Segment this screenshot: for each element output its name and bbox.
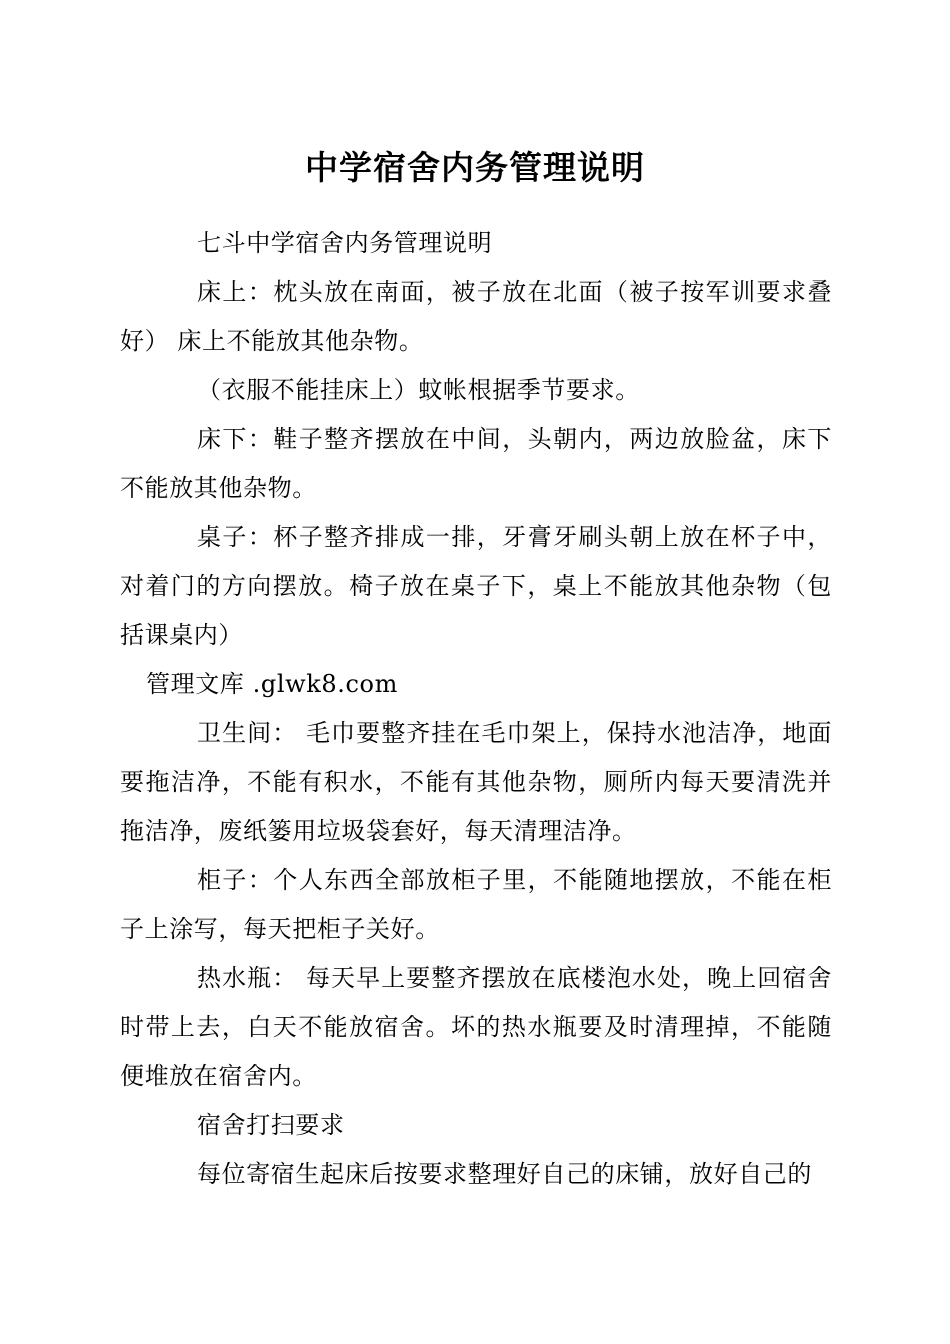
- document-title: 中学宿舍内务管理说明: [305, 148, 645, 187]
- paragraph-cleaning-requirement: 每位寄宿生起床后按要求整理好自己的床铺，放好自己的: [197, 1160, 812, 1188]
- paragraph-subtitle: 七斗中学宿舍内务管理说明: [197, 229, 493, 257]
- paragraph-source-note: 管理文库 .glwk8.com: [146, 670, 398, 698]
- paragraph-under-bed: 床下：鞋子整齐摆放在中间，头朝内，两边放脸盆，床下不能放其他杂物。: [120, 425, 832, 502]
- paragraph-cabinet: 柜子：个人东西全部放柜子里，不能随地摆放，不能在柜子上涂写，每天把柜子关好。: [120, 866, 832, 943]
- paragraph-desk: 桌子：杯子整齐排成一排，牙膏牙刷头朝上放在杯子中，对着门的方向摆放。椅子放在桌子下，桌上不能放其他杂物（包括课桌内）: [120, 523, 832, 649]
- paragraph-bed-top: 床上：枕头放在南面，被子放在北面（被子按军训要求叠好） 床上不能放其他杂物。: [120, 278, 832, 355]
- paragraph-thermos: 热水瓶： 每天早上要整齐摆放在底楼泡水处，晚上回宿舍时带上去，白天不能放宿舍。坏的热水瓶要及时清理掉，不能随便堆放在宿舍内。: [120, 964, 832, 1090]
- paragraph-bathroom: 卫生间： 毛巾要整齐挂在毛巾架上，保持水池洁净，地面要拖洁净，不能有积水，不能有其他杂物，厕所内每天要清洗并拖洁净，废纸篓用垃圾袋套好，每天清理洁净。: [120, 719, 832, 845]
- document-body: [120, 219, 832, 1199]
- paragraph-clothes-net: （衣服不能挂床上）蚊帐根据季节要求。: [197, 376, 640, 404]
- paragraph-cleaning-heading: 宿舍打扫要求: [197, 1111, 345, 1139]
